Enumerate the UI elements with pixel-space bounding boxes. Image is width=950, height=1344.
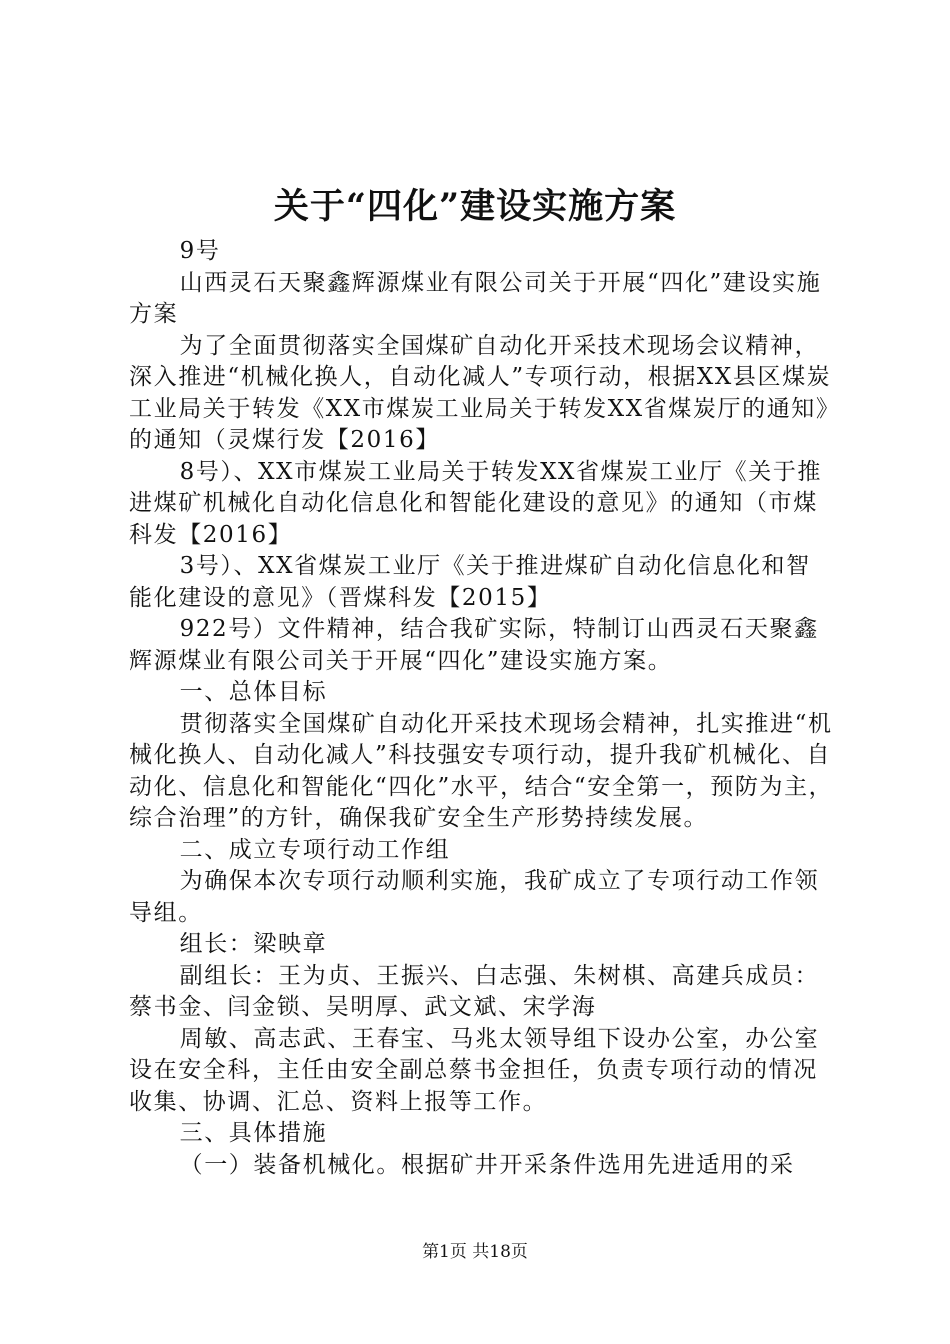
document-body xyxy=(129,236,834,1181)
paragraph: 8号）、XX市煤炭工业局关于转发XX省煤炭工业厅《关于推进煤矿机械化自动化信息化和智能化建设的意见》的通知（市煤科发【2016】 xyxy=(129,458,823,548)
paragraph: 副组长：王为贞、王振兴、白志强、朱树棋、高建兵成员：蔡书金、闫金锁、吴明厚、武文斌、宋学海 xyxy=(129,962,820,1020)
paragraph: 为了全面贯彻落实全国煤矿自动化开采技术现场会议精神，深入推进“机械化换人，自动化减人”专项行动，根据XX县区煤炭工业局关于转发《XX市煤炭工业局关于转发XX省煤炭厅的通知》的通知（灵煤行发【2016】 xyxy=(129,332,832,453)
paragraph: 组长：梁映章 xyxy=(179,931,328,957)
paragraph: 922号）文件精神，结合我矿实际，特制订山西灵石天聚鑫辉源煤业有限公司关于开展“四化”建设实施方案。 xyxy=(129,616,819,674)
section-heading: 三、具体措施 xyxy=(179,1120,328,1146)
paragraph: 为确保本次专项行动顺利实施，我矿成立了专项行动工作领导组。 xyxy=(129,868,820,926)
paragraph: （一）装备机械化。根据矿井开采条件选用先进适用的采 xyxy=(179,1151,795,1178)
paragraph: 贯彻落实全国煤矿自动化开采技术现场会精神，扎实推进“机械化换人、自动化减人”科技强安专项行动，提升我矿机械化、自动化、信息化和智能化“四化”水平，结合“安全第一，预防为主，综合治理”的方针，确保我矿安全生产形势持续发展。 xyxy=(129,710,834,831)
paragraph: 周敏、高志武、王春宝、马兆太领导组下设办公室，办公室设在安全科，主任由安全副总蔡书金担任，负责专项行动的情况收集、协调、汇总、资料上报等工作。 xyxy=(129,1025,820,1115)
section-heading: 二、成立专项行动工作组 xyxy=(179,836,451,863)
section-heading: 一、总体目标 xyxy=(179,679,328,705)
page-footer: 第1页 共18页 xyxy=(422,1242,528,1262)
document-title: 关于“四化”建设实施方案 xyxy=(273,186,677,227)
paragraph: 3号）、XX省煤炭工业厅《关于推进煤矿自动化信息化和智能化建设的意见》（晋煤科发【2015】 xyxy=(129,553,811,611)
paragraph: 9号 xyxy=(179,238,221,264)
paragraph: 山西灵石天聚鑫辉源煤业有限公司关于开展“四化”建设实施方案 xyxy=(129,269,822,327)
